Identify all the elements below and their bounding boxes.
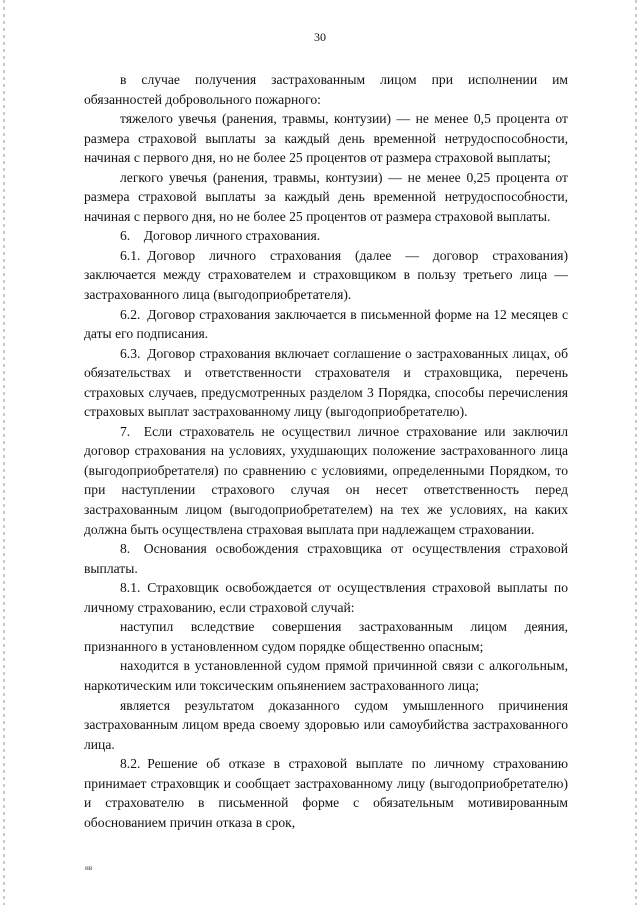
section-heading: 6. Договор личного страхования. [120,228,321,244]
paragraph: 6.3. Договор страхования включает соглашение о застрахованных лицах, об обязательствах и ответственности страхователя и страховщика, перечень страховых случаев, предусмотренных разделом 3 Порядка, способы перечисления страховых выплат застрахованному лицу (выгодоприобретателю). [84,345,568,420]
paragraph: 8.1. Страховщик освобождается от осуществления страховой выплаты по личному страхованию, если страховой случай: [84,580,568,615]
paragraph: наступил вследствие совершения застрахованным лицом деяния, признанного в установленном судом порядке общественно опасным; [84,619,568,654]
footer-initials: ив [85,864,93,872]
paragraph: находится в установленной судом прямой причинной связи с алкогольным, наркотическим или токсическим опьянением застрахованного лица; [84,658,568,693]
paragraph: в случае получения застрахованным лицом при исполнении им обязанностей добровольного пожарного: [84,72,568,107]
paragraph: является результатом доказанного судом умышленного причинения застрахованным лицом вреда своему здоровью или самоубийства застрахованного лица. [84,697,568,752]
scan-edge-left [3,0,5,905]
page-number: 30 [314,30,326,44]
paragraph: легкого увечья (ранения, травмы, контузии) — не менее 0,25 процента от размера страховой выплаты за каждый день временной нетрудоспособности, начиная с первого дня, но не более 25 процентов от размера страховой выплаты. [84,169,568,224]
scan-edge-right [635,0,637,905]
paragraph: 6.1. Договор личного страхования (далее — договор страхования) заключается между страхователем и страховщиком в пользу третьего лица — застрахованного лица (выгодоприобретателя). [84,247,568,303]
document-body [84,70,568,832]
section-heading: 8. Основания освобождения страховщика от осуществления страховой выплаты. [84,541,568,576]
paragraph: 7. Если страхователь не осуществил личное страхование или заключил договор страхования на условиях, ухудшающих положение застрахованного лица (выгодоприобретателя) по сравнению с условиями, определенными Порядком, то при наступлении страхового случая он несет ответственность перед застрахованным лицом (выгодоприобретателем) на тех же условиях, на каких должна быть осуществлена страховая выплата при надлежащем страховании. [84,423,568,537]
paragraph: тяжелого увечья (ранения, травмы, контузии) — не менее 0,5 процента от размера страховой выплаты за каждый день временной нетрудоспособности, начиная с первого дня, но не более 25 процентов от размера страховой выплаты; [84,111,568,166]
paragraph: 8.2. Решение об отказе в страховой выплате по личному страхованию принимает страховщик и сообщает застрахованному лицу (выгодоприобретателю) и страхователю в письменной форме с обязательным мотивированным обоснованием причин отказа в срок, [84,756,568,830]
paragraph: 6.2. Договор страхования заключается в письменной форме на 12 месяцев с даты его подписания. [84,306,568,342]
